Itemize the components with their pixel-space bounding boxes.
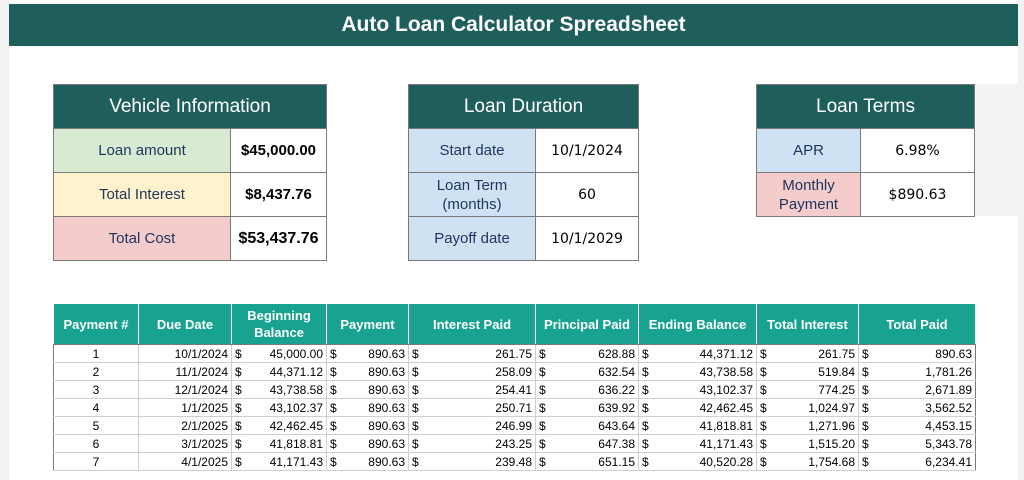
currency-symbol: $ bbox=[412, 364, 419, 379]
table-row bbox=[54, 417, 976, 435]
money-cell bbox=[642, 383, 753, 397]
amount: 44,371.12 bbox=[699, 346, 753, 361]
currency-symbol: $ bbox=[235, 454, 242, 469]
amount: 1,024.97 bbox=[808, 400, 855, 415]
currency-symbol: $ bbox=[862, 418, 869, 433]
cell-payment[interactable] bbox=[327, 417, 409, 435]
money-cell bbox=[235, 455, 323, 469]
amount: 43,102.37 bbox=[699, 382, 753, 397]
header-principal-paid[interactable]: Principal Paid bbox=[536, 304, 639, 345]
cell-interest-paid[interactable] bbox=[409, 345, 536, 363]
amount: 647.38 bbox=[598, 436, 635, 451]
monthly-payment-row bbox=[757, 173, 974, 216]
currency-symbol: $ bbox=[235, 346, 242, 361]
right-margin bbox=[1018, 0, 1024, 480]
cell-principal-paid[interactable] bbox=[536, 363, 639, 381]
cell-total-paid[interactable] bbox=[859, 417, 976, 435]
amount: 261.75 bbox=[495, 346, 532, 361]
money-cell bbox=[642, 437, 753, 451]
amount: 890.63 bbox=[368, 436, 405, 451]
currency-symbol: $ bbox=[539, 346, 546, 361]
cell-due-date[interactable]: 12/1/2024 bbox=[139, 381, 232, 399]
cell-total-paid[interactable] bbox=[859, 435, 976, 453]
cell-due-date[interactable]: 4/1/2025 bbox=[139, 453, 232, 471]
currency-symbol: $ bbox=[642, 346, 649, 361]
cell-beginning-balance[interactable] bbox=[232, 363, 327, 381]
currency-symbol: $ bbox=[330, 346, 337, 361]
currency-symbol: $ bbox=[330, 436, 337, 451]
currency-symbol: $ bbox=[760, 346, 767, 361]
cell-principal-paid[interactable] bbox=[536, 453, 639, 471]
cell-total-paid[interactable] bbox=[859, 345, 976, 363]
cell-interest-paid[interactable] bbox=[409, 399, 536, 417]
cell-principal-paid[interactable] bbox=[536, 345, 639, 363]
loan-duration-heading: Loan Duration bbox=[409, 85, 638, 129]
currency-symbol: $ bbox=[539, 436, 546, 451]
payoff-date-value[interactable]: 10/1/2029 bbox=[551, 230, 623, 247]
currency-symbol: $ bbox=[539, 454, 546, 469]
money-cell bbox=[539, 347, 635, 361]
cell-payment-number[interactable]: 2 bbox=[54, 363, 139, 381]
table-row bbox=[54, 399, 976, 417]
currency-symbol: $ bbox=[412, 436, 419, 451]
money-cell bbox=[330, 347, 405, 361]
amount: 632.54 bbox=[598, 364, 635, 379]
amount: 890.63 bbox=[935, 346, 972, 361]
currency-symbol: $ bbox=[760, 418, 767, 433]
money-cell bbox=[862, 383, 972, 397]
cell-total-paid[interactable] bbox=[859, 381, 976, 399]
money-cell bbox=[330, 437, 405, 451]
money-cell bbox=[412, 383, 532, 397]
amount: 890.63 bbox=[368, 364, 405, 379]
money-cell bbox=[760, 437, 855, 451]
amount: 639.92 bbox=[598, 400, 635, 415]
loan-term-row bbox=[409, 173, 638, 217]
money-cell bbox=[235, 383, 323, 397]
amount: 41,171.43 bbox=[699, 436, 753, 451]
amount: 41,818.81 bbox=[269, 436, 323, 451]
money-cell bbox=[330, 365, 405, 379]
currency-symbol: $ bbox=[862, 454, 869, 469]
cell-interest-paid[interactable] bbox=[409, 453, 536, 471]
money-cell bbox=[539, 365, 635, 379]
cell-payment-number[interactable]: 7 bbox=[54, 453, 139, 471]
cell-payment-number[interactable]: 3 bbox=[54, 381, 139, 399]
amount: 246.99 bbox=[495, 418, 532, 433]
currency-symbol: $ bbox=[330, 418, 337, 433]
cell-total-interest[interactable] bbox=[757, 435, 859, 453]
money-cell bbox=[412, 455, 532, 469]
payoff-date-row bbox=[409, 217, 638, 260]
cell-due-date[interactable]: 11/1/2024 bbox=[139, 363, 232, 381]
money-cell bbox=[330, 455, 405, 469]
cell-due-date[interactable]: 10/1/2024 bbox=[139, 345, 232, 363]
table-header-row bbox=[54, 304, 976, 345]
cell-payment[interactable] bbox=[327, 399, 409, 417]
money-cell bbox=[760, 347, 855, 361]
loan-amount-label: Loan amount bbox=[54, 129, 231, 172]
amount: 890.63 bbox=[368, 454, 405, 469]
currency-symbol: $ bbox=[412, 418, 419, 433]
cell-beginning-balance[interactable] bbox=[232, 399, 327, 417]
header-total-paid[interactable]: Total Paid bbox=[859, 304, 976, 345]
currency-symbol: $ bbox=[642, 382, 649, 397]
cell-principal-paid[interactable] bbox=[536, 417, 639, 435]
loan-terms-heading: Loan Terms bbox=[757, 85, 974, 129]
cell-interest-paid[interactable] bbox=[409, 363, 536, 381]
apr-label: APR bbox=[757, 129, 861, 172]
money-cell bbox=[539, 455, 635, 469]
table-row bbox=[54, 381, 976, 399]
amount: 1,754.68 bbox=[808, 454, 855, 469]
money-cell bbox=[760, 401, 855, 415]
currency-symbol: $ bbox=[760, 400, 767, 415]
monthly-payment-label: Monthly Payment bbox=[757, 173, 861, 216]
currency-symbol: $ bbox=[862, 346, 869, 361]
currency-symbol: $ bbox=[235, 436, 242, 451]
amount: 5,343.78 bbox=[925, 436, 972, 451]
currency-symbol: $ bbox=[412, 382, 419, 397]
cell-payment-number[interactable]: 1 bbox=[54, 345, 139, 363]
cell-due-date[interactable]: 1/1/2025 bbox=[139, 399, 232, 417]
cell-principal-paid[interactable] bbox=[536, 381, 639, 399]
cell-payment[interactable] bbox=[327, 363, 409, 381]
money-cell bbox=[760, 419, 855, 433]
money-cell bbox=[862, 365, 972, 379]
currency-symbol: $ bbox=[539, 382, 546, 397]
amount: 6,234.41 bbox=[925, 454, 972, 469]
currency-symbol: $ bbox=[760, 364, 767, 379]
money-cell bbox=[862, 347, 972, 361]
money-cell bbox=[412, 365, 532, 379]
money-cell bbox=[642, 455, 753, 469]
cell-payment-number[interactable]: 5 bbox=[54, 417, 139, 435]
header-total-interest[interactable]: Total Interest bbox=[757, 304, 859, 345]
amount: 1,271.96 bbox=[808, 418, 855, 433]
loan-amount-value[interactable]: $45,000.00 bbox=[240, 142, 317, 159]
currency-symbol: $ bbox=[642, 436, 649, 451]
vehicle-information-heading: Vehicle Information bbox=[54, 85, 326, 129]
currency-symbol: $ bbox=[539, 418, 546, 433]
cell-ending-balance[interactable] bbox=[639, 345, 757, 363]
cell-beginning-balance[interactable] bbox=[232, 435, 327, 453]
currency-symbol: $ bbox=[642, 400, 649, 415]
amount: 43,738.58 bbox=[269, 382, 323, 397]
amount: 643.64 bbox=[598, 418, 635, 433]
cell-interest-paid[interactable] bbox=[409, 417, 536, 435]
start-date-value[interactable]: 10/1/2024 bbox=[551, 142, 623, 159]
money-cell bbox=[235, 347, 323, 361]
money-cell bbox=[539, 419, 635, 433]
amount: 258.09 bbox=[495, 364, 532, 379]
amount: 628.88 bbox=[598, 346, 635, 361]
cell-beginning-balance[interactable] bbox=[232, 417, 327, 435]
loan-amount-row bbox=[54, 129, 326, 173]
amortization-table bbox=[53, 303, 976, 471]
header-payment[interactable]: Payment bbox=[327, 304, 409, 345]
amount: 890.63 bbox=[368, 400, 405, 415]
cell-payment[interactable] bbox=[327, 345, 409, 363]
amount: 41,171.43 bbox=[269, 454, 323, 469]
money-cell bbox=[862, 455, 972, 469]
table-row bbox=[54, 345, 976, 363]
page-title: Auto Loan Calculator Spreadsheet bbox=[9, 4, 1018, 46]
currency-symbol: $ bbox=[330, 400, 337, 415]
amount: 651.15 bbox=[598, 454, 635, 469]
total-cost-label: Total Cost bbox=[54, 217, 231, 260]
amount: 636.22 bbox=[598, 382, 635, 397]
table-row bbox=[54, 363, 976, 381]
header-due-date[interactable]: Due Date bbox=[139, 304, 232, 345]
amount: 44,371.12 bbox=[269, 364, 323, 379]
amount: 890.63 bbox=[368, 346, 405, 361]
cell-principal-paid[interactable] bbox=[536, 399, 639, 417]
total-interest-label: Total Interest bbox=[54, 173, 231, 216]
cell-principal-paid[interactable] bbox=[536, 435, 639, 453]
cell-total-interest[interactable] bbox=[757, 399, 859, 417]
amount: 774.25 bbox=[818, 382, 855, 397]
currency-symbol: $ bbox=[760, 436, 767, 451]
start-date-label: Start date bbox=[409, 129, 536, 172]
header-payment-number[interactable]: Payment # bbox=[54, 304, 139, 345]
currency-symbol: $ bbox=[235, 418, 242, 433]
currency-symbol: $ bbox=[862, 436, 869, 451]
money-cell bbox=[760, 455, 855, 469]
currency-symbol: $ bbox=[642, 454, 649, 469]
cell-beginning-balance[interactable] bbox=[232, 381, 327, 399]
monthly-payment-value[interactable]: $890.63 bbox=[888, 186, 947, 203]
cell-beginning-balance[interactable] bbox=[232, 345, 327, 363]
table-row bbox=[54, 453, 976, 471]
amount: 3,562.52 bbox=[925, 400, 972, 415]
header-beginning-balance[interactable]: Beginning Balance bbox=[232, 304, 327, 345]
money-cell bbox=[330, 383, 405, 397]
cell-interest-paid[interactable] bbox=[409, 381, 536, 399]
amount: 243.25 bbox=[495, 436, 532, 451]
money-cell bbox=[642, 347, 753, 361]
currency-symbol: $ bbox=[235, 382, 242, 397]
money-cell bbox=[539, 437, 635, 451]
total-cost-value[interactable]: $53,437.76 bbox=[238, 229, 319, 247]
cell-total-interest[interactable] bbox=[757, 363, 859, 381]
currency-symbol: $ bbox=[235, 400, 242, 415]
cell-beginning-balance[interactable] bbox=[232, 453, 327, 471]
money-cell bbox=[412, 419, 532, 433]
amount: 43,738.58 bbox=[699, 364, 753, 379]
amount: 261.75 bbox=[818, 346, 855, 361]
currency-symbol: $ bbox=[412, 454, 419, 469]
currency-symbol: $ bbox=[412, 400, 419, 415]
money-cell bbox=[235, 365, 323, 379]
currency-symbol: $ bbox=[330, 382, 337, 397]
cell-payment[interactable] bbox=[327, 435, 409, 453]
total-interest-row bbox=[54, 173, 326, 217]
money-cell bbox=[642, 419, 753, 433]
amount: 4,453.15 bbox=[925, 418, 972, 433]
cell-ending-balance[interactable] bbox=[639, 399, 757, 417]
money-cell bbox=[412, 401, 532, 415]
cell-ending-balance[interactable] bbox=[639, 381, 757, 399]
cell-ending-balance[interactable] bbox=[639, 363, 757, 381]
money-cell bbox=[642, 401, 753, 415]
table-row bbox=[54, 435, 976, 453]
currency-symbol: $ bbox=[642, 418, 649, 433]
amount: 890.63 bbox=[368, 382, 405, 397]
currency-symbol: $ bbox=[539, 400, 546, 415]
currency-symbol: $ bbox=[862, 400, 869, 415]
cell-total-interest[interactable] bbox=[757, 345, 859, 363]
currency-symbol: $ bbox=[539, 364, 546, 379]
currency-symbol: $ bbox=[330, 364, 337, 379]
money-cell bbox=[760, 383, 855, 397]
amount: 42,462.45 bbox=[269, 418, 323, 433]
apr-row bbox=[757, 129, 974, 173]
amount: 40,520.28 bbox=[699, 454, 753, 469]
currency-symbol: $ bbox=[330, 454, 337, 469]
money-cell bbox=[330, 401, 405, 415]
total-interest-value[interactable]: $8,437.76 bbox=[245, 186, 312, 203]
loan-term-value[interactable]: 60 bbox=[578, 186, 596, 203]
cell-total-paid[interactable] bbox=[859, 399, 976, 417]
amount: 1,515.20 bbox=[808, 436, 855, 451]
vehicle-information-box bbox=[53, 84, 327, 261]
cell-payment[interactable] bbox=[327, 381, 409, 399]
header-interest-paid[interactable]: Interest Paid bbox=[409, 304, 536, 345]
money-cell bbox=[539, 383, 635, 397]
loan-term-label: Loan Term (months) bbox=[409, 173, 536, 216]
currency-symbol: $ bbox=[760, 454, 767, 469]
currency-symbol: $ bbox=[760, 382, 767, 397]
table-body bbox=[54, 345, 976, 471]
cell-ending-balance[interactable] bbox=[639, 417, 757, 435]
header-ending-balance[interactable]: Ending Balance bbox=[639, 304, 757, 345]
amount: 890.63 bbox=[368, 418, 405, 433]
cell-payment[interactable] bbox=[327, 453, 409, 471]
cell-ending-balance[interactable] bbox=[639, 453, 757, 471]
loan-duration-box bbox=[408, 84, 639, 261]
cell-interest-paid[interactable] bbox=[409, 435, 536, 453]
amount: 41,818.81 bbox=[699, 418, 753, 433]
cell-payment-number[interactable]: 6 bbox=[54, 435, 139, 453]
loan-terms-box bbox=[756, 84, 975, 217]
amount: 519.84 bbox=[818, 364, 855, 379]
sheet-gutter bbox=[975, 84, 1018, 216]
total-cost-row bbox=[54, 217, 326, 260]
amount: 45,000.00 bbox=[269, 346, 323, 361]
money-cell bbox=[330, 419, 405, 433]
amount: 43,102.37 bbox=[269, 400, 323, 415]
cell-payment-number[interactable]: 4 bbox=[54, 399, 139, 417]
cell-total-interest[interactable] bbox=[757, 453, 859, 471]
amount: 42,462.45 bbox=[699, 400, 753, 415]
currency-symbol: $ bbox=[235, 364, 242, 379]
currency-symbol: $ bbox=[412, 346, 419, 361]
cell-due-date[interactable]: 2/1/2025 bbox=[139, 417, 232, 435]
start-date-row bbox=[409, 129, 638, 173]
cell-ending-balance[interactable] bbox=[639, 435, 757, 453]
cell-total-interest[interactable] bbox=[757, 381, 859, 399]
cell-total-paid[interactable] bbox=[859, 453, 976, 471]
money-cell bbox=[412, 437, 532, 451]
amount: 2,671.89 bbox=[925, 382, 972, 397]
amount: 254.41 bbox=[495, 382, 532, 397]
money-cell bbox=[235, 419, 323, 433]
money-cell bbox=[235, 437, 323, 451]
money-cell bbox=[862, 437, 972, 451]
cell-due-date[interactable]: 3/1/2025 bbox=[139, 435, 232, 453]
money-cell bbox=[539, 401, 635, 415]
payoff-date-label: Payoff date bbox=[409, 217, 536, 260]
amount: 250.71 bbox=[495, 400, 532, 415]
money-cell bbox=[862, 401, 972, 415]
amount: 1,781.26 bbox=[925, 364, 972, 379]
currency-symbol: $ bbox=[642, 364, 649, 379]
left-margin bbox=[0, 0, 9, 480]
money-cell bbox=[862, 419, 972, 433]
money-cell bbox=[642, 365, 753, 379]
money-cell bbox=[235, 401, 323, 415]
currency-symbol: $ bbox=[862, 382, 869, 397]
currency-symbol: $ bbox=[862, 364, 869, 379]
money-cell bbox=[412, 347, 532, 361]
money-cell bbox=[760, 365, 855, 379]
amount: 239.48 bbox=[495, 454, 532, 469]
apr-value[interactable]: 6.98% bbox=[895, 142, 940, 159]
cell-total-interest[interactable] bbox=[757, 417, 859, 435]
cell-total-paid[interactable] bbox=[859, 363, 976, 381]
